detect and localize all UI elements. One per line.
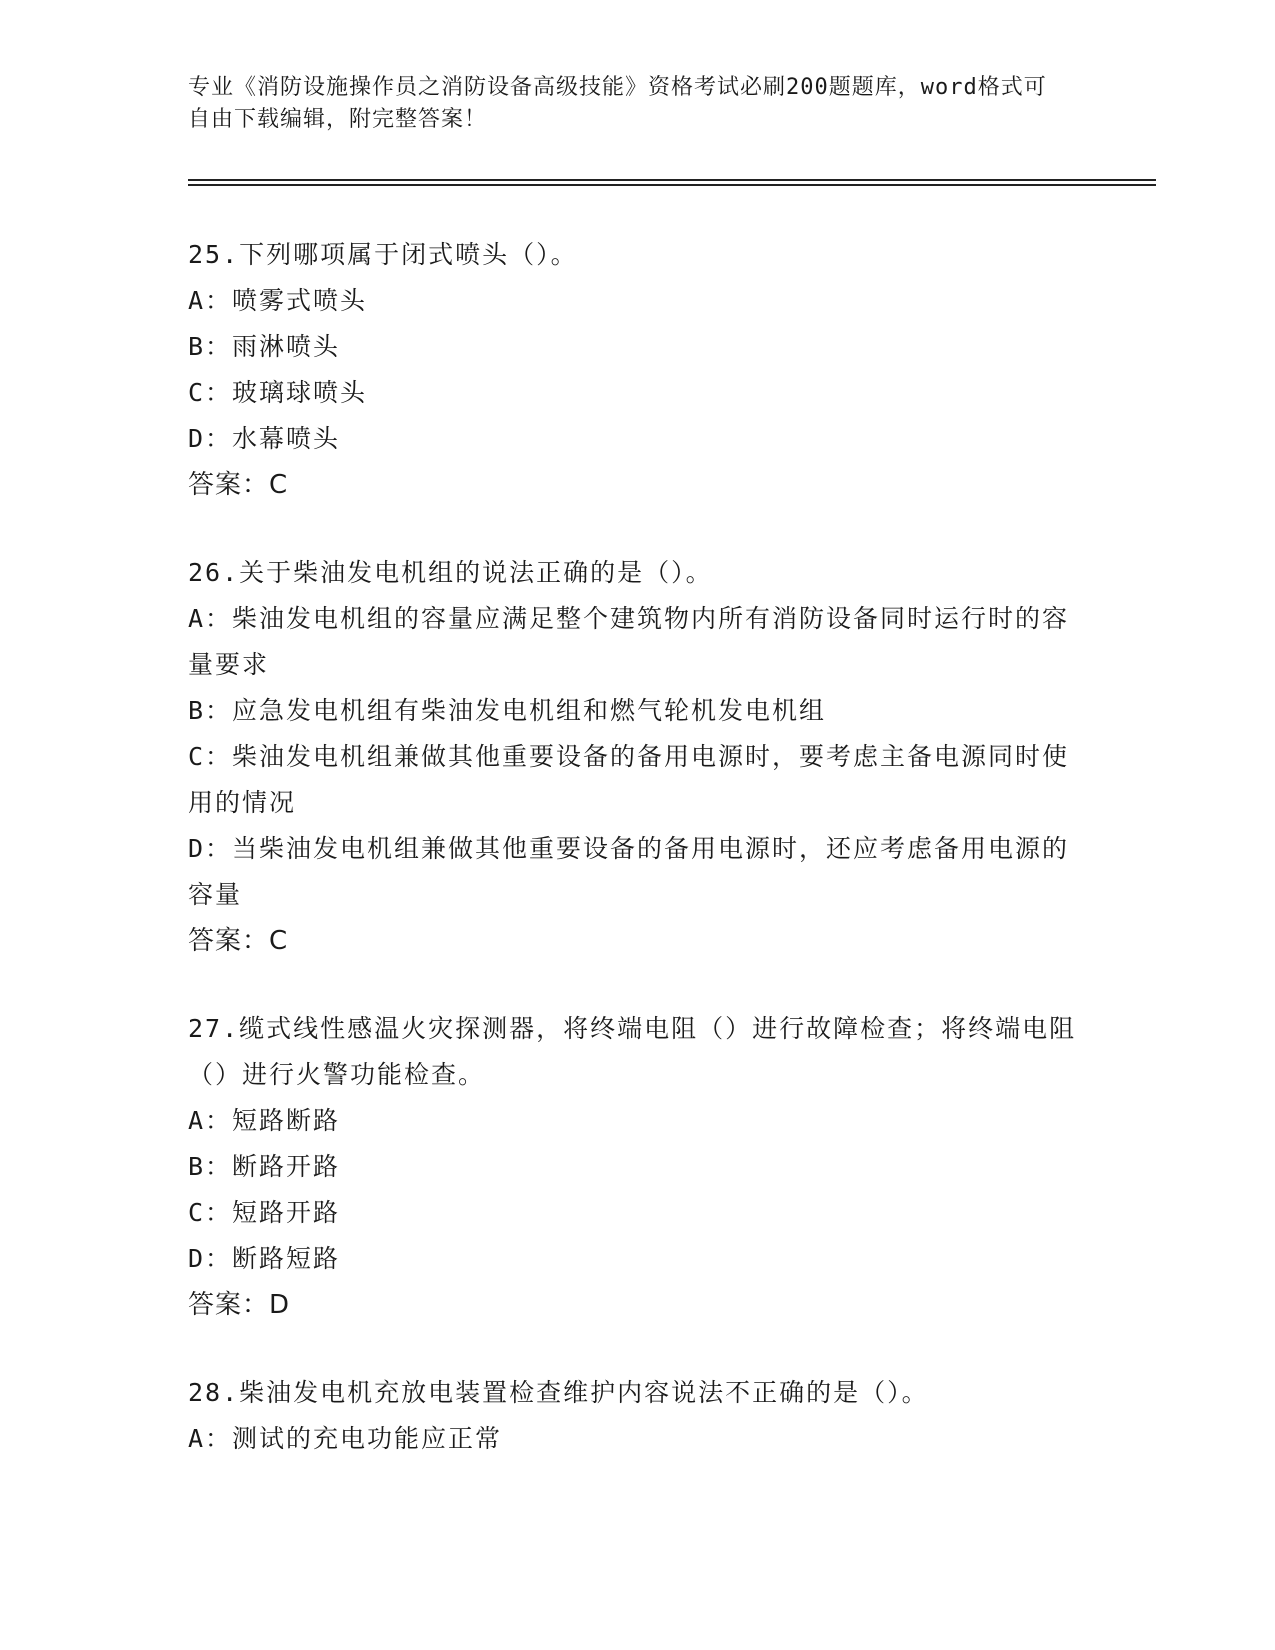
question-26: [188, 550, 1088, 964]
option-b: B：应急发电机组有柴油发电机组和燃气轮机发电机组: [188, 696, 827, 725]
option-c: C：柴油发电机组兼做其他重要设备的备用电源时，要考虑主备电源同时使用的情况: [188, 742, 1070, 817]
document-header: 专业《消防设施操作员之消防设备高级技能》资格考试必刷200题题库，word格式可自由下载编辑，附完整答案！: [188, 75, 1047, 132]
question-25: [188, 232, 1088, 508]
option-d: D：断路短路: [188, 1244, 341, 1273]
answer-line: 答案：C: [188, 926, 289, 956]
option-c: C：短路开路: [188, 1198, 341, 1227]
question-text: 27.缆式线性感温火灾探测器，将终端电阻（）进行故障检查；将终端电阻（）进行火警功能检查。: [188, 1014, 1077, 1089]
header-divider-bottom: [188, 184, 1156, 186]
option-b: B：雨淋喷头: [188, 332, 341, 361]
option-d: D：水幕喷头: [188, 424, 341, 453]
question-list: [188, 232, 1088, 1504]
option-a: A：柴油发电机组的容量应满足整个建筑物内所有消防设备同时运行时的容量要求: [188, 604, 1070, 679]
question-28: [188, 1370, 1088, 1462]
question-27: [188, 1006, 1088, 1328]
option-a: A：短路断路: [188, 1106, 341, 1135]
option-b: B：断路开路: [188, 1152, 341, 1181]
option-d: D：当柴油发电机组兼做其他重要设备的备用电源时，还应考虑备用电源的容量: [188, 834, 1070, 909]
question-text: 26.关于柴油发电机组的说法正确的是（）。: [188, 558, 713, 587]
option-a: A：测试的充电功能应正常: [188, 1424, 503, 1453]
question-text: 25.下列哪项属于闭式喷头（）。: [188, 240, 578, 269]
answer-line: 答案：D: [188, 1290, 291, 1320]
header-divider-top: [188, 179, 1156, 181]
option-c: C：玻璃球喷头: [188, 378, 368, 407]
question-text: 28.柴油发电机充放电装置检查维护内容说法不正确的是（）。: [188, 1378, 929, 1407]
answer-line: 答案：C: [188, 470, 289, 500]
option-a: A：喷雾式喷头: [188, 286, 368, 315]
